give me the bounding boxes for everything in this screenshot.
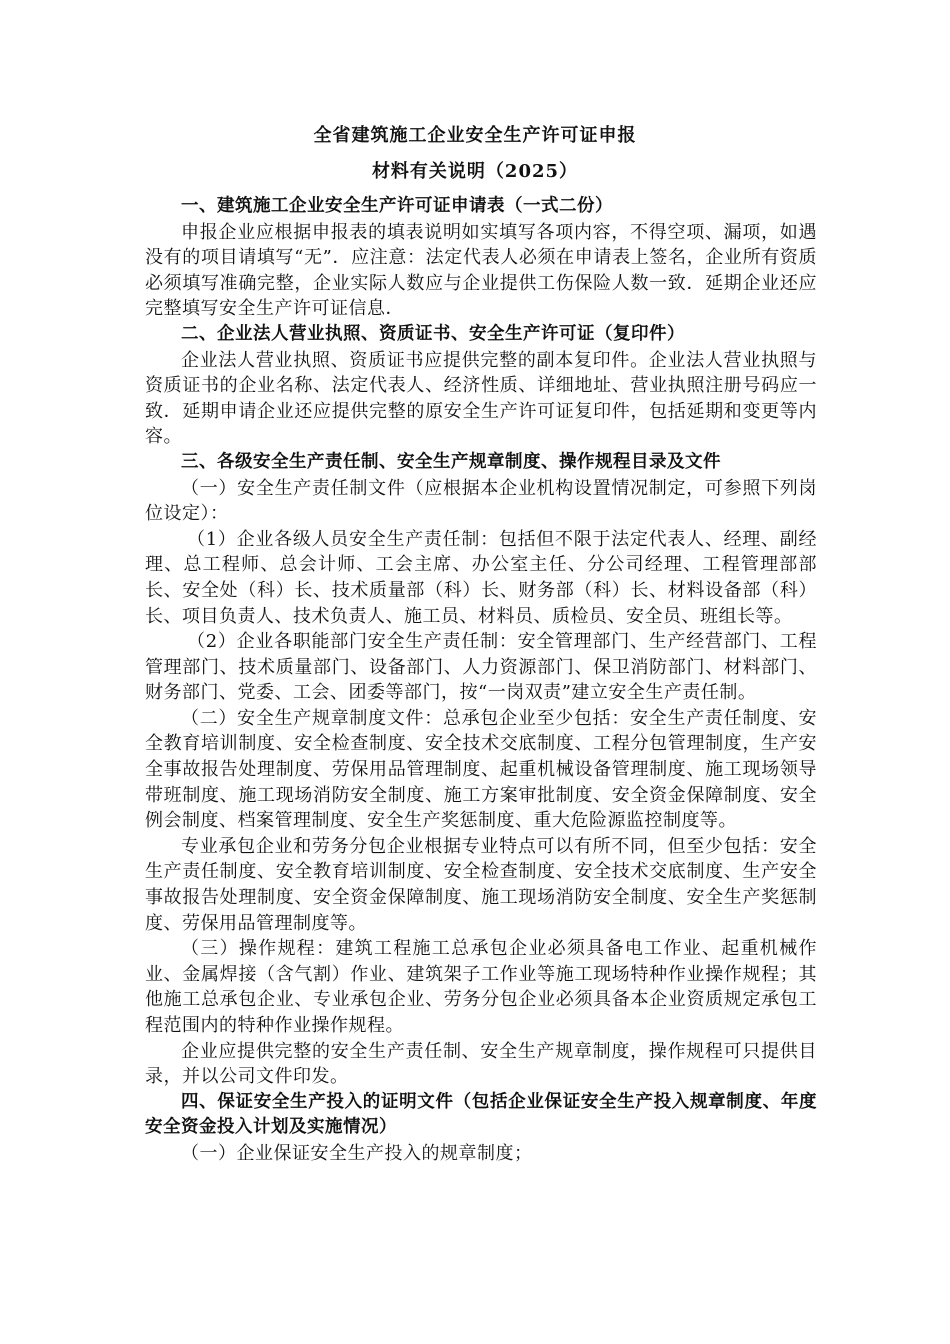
section-2-body: 企业法人营业执照、资质证书应提供完整的副本复印件。企业法人营业执照与资质证书的企业名称、法定代表人、经济性质、详细地址、营业执照注册号码应一致．延期申请企业还应提供完整的原安全生产许可证复印件，包括延期和变更等内容。 [145, 349, 817, 448]
section-3-part-1: （一）安全生产责任制文件（应根据本企业机构设置情况制定，可参照下列岗位设定）： [145, 477, 817, 525]
section-3-part-2: （二）安全生产规章制度文件：总承包企业至少包括：安全生产责任制度、安全教育培训制度、安全检查制度、安全技术交底制度、工程分包管理制度，生产安全事故报告处理制度、劳保用品管理制度、起重机械设备管理制度、施工现场领导带班制度、施工现场消防安全制度、施工方案审批制度、安全资金保障制度、安全例会制度、档案管理制度、安全生产奖惩制度、重大危险源监控制度等。 [145, 707, 817, 832]
section-1-heading: 一、建筑施工企业安全生产许可证申请表（一式二份） [181, 196, 613, 216]
section-3-part-1-item-2: （2）企业各职能部门安全生产责任制：安全管理部门、生产经营部门、工程管理部门、技术质量部门、设备部门、人力资源部门、保卫消防部门、材料部门、财务部门、党委、工会、团委等部门，按“一岗双责”建立安全生产责任制。 [145, 631, 817, 704]
section-4-heading: 四、保证安全生产投入的证明文件（包括企业保证安全生产投入规章制度、年度安全资金投入计划及实施情况） [145, 1091, 817, 1138]
section-3-part-1-item-1: （1）企业各级人员安全生产责任制：包括但不限于法定代表人、经理、副经理、总工程师、总会计师、工会主席、办公室主任、分公司经理、工程管理部部长、安全处（科）长、技术质量部（科）长、财务部（科）长、材料设备部（科）长、项目负责人、技术负责人、施工员、材料员、质检员、安全员、班组长等。 [145, 528, 817, 627]
document-subtitle: 材料有关说明（2025） [371, 161, 579, 182]
section-3-heading: 三、各级安全生产责任制、安全生产规章制度、操作规程目录及文件 [181, 451, 721, 472]
section-3-part-3: （三）操作规程：建筑工程施工总承包企业必须具备电工作业、起重机械作业、金属焊接（含气割）作业、建筑架子工作业等施工现场特种作业操作规程；其他施工总承包企业、专业承包企业、劳务分包企业必须具备本企业资质规定承包工程范围内的特种作业操作规程。 [145, 938, 817, 1036]
document-body [145, 194, 817, 1167]
section-2-heading: 二、企业法人营业执照、资质证书、安全生产许可证（复印件） [181, 323, 685, 344]
section-1-body: 申报企业应根据申报表的填表说明如实填写各项内容，不得空项、漏项，如遇没有的项目请填写“无”．应注意：法定代表人必须在申请表上签名，企业所有资质必须填写准确完整，企业实际人数应与企业提供工伤保险人数一致．延期企业还应完整填写安全生产许可证信息． [145, 221, 817, 320]
document-title: 全省建筑施工企业安全生产许可证申报 [313, 125, 637, 146]
section-3-note: 企业应提供完整的安全生产责任制、安全生产规章制度，操作规程可只提供目录，并以公司文件印发。 [145, 1040, 817, 1088]
section-4-part-1: （一）企业保证安全生产投入的规章制度； [181, 1142, 533, 1164]
section-3-part-2-extra: 专业承包企业和劳务分包企业根据专业特点可以有所不同，但至少包括：安全生产责任制度、安全教育培训制度、安全检查制度、安全技术交底制度、生产安全事故报告处理制度、安全资金保障制度、施工现场消防安全制度、安全生产奖惩制度、劳保用品管理制度等。 [145, 835, 817, 934]
